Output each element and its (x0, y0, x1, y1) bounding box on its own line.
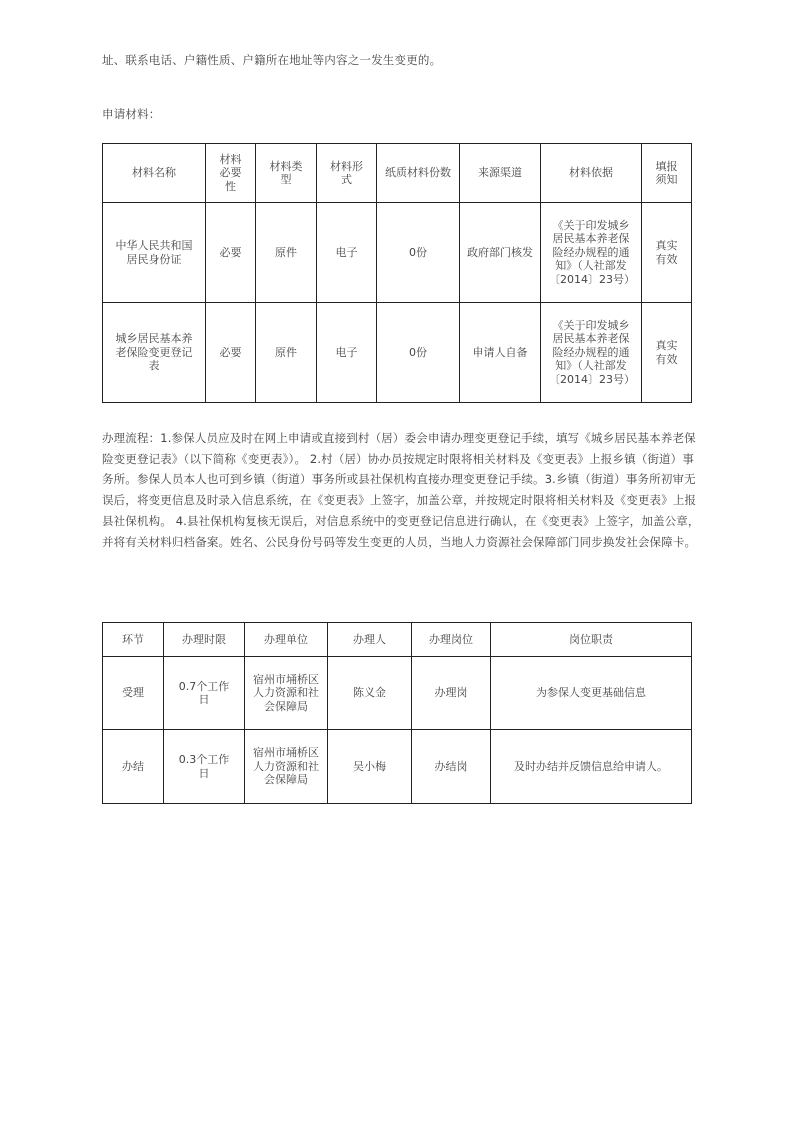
header-material-name: 材料名称 (103, 144, 206, 203)
unit: 宿州市埇桥区人力资源和社会保障局 (245, 730, 328, 804)
process-table (102, 622, 692, 804)
material-source: 政府部门核发 (460, 203, 541, 303)
material-type: 原件 (256, 203, 317, 303)
table-row (103, 203, 692, 303)
post: 办理岗 (412, 657, 491, 730)
header-duty: 岗位职责 (491, 623, 692, 657)
intro-line: 址、联系电话、户籍性质、户籍所在地址等内容之一发生变更的。 (102, 53, 442, 67)
material-notes: 真实有效 (642, 303, 692, 403)
header-necessity: 材料必要性 (206, 144, 256, 203)
material-name: 城乡居民基本养老保险变更登记表 (103, 303, 206, 403)
duty: 为参保人变更基础信息 (491, 657, 692, 730)
header-notes: 填报须知 (642, 144, 692, 203)
header-post: 办理岗位 (412, 623, 491, 657)
duty: 及时办结并反馈信息给申请人。 (491, 730, 692, 804)
materials-header-row (103, 144, 692, 203)
table-row (103, 657, 692, 730)
table-row (103, 303, 692, 403)
stage: 办结 (103, 730, 164, 804)
material-form: 电子 (317, 203, 377, 303)
materials-label: 申请材料： (102, 107, 161, 121)
material-basis: 《关于印发城乡居民基本养老保险经办规程的通知》（人社部发〔2014〕23号） (541, 303, 642, 403)
header-time-limit: 办理时限 (164, 623, 245, 657)
header-source: 来源渠道 (460, 144, 541, 203)
post: 办结岗 (412, 730, 491, 804)
header-stage: 环节 (103, 623, 164, 657)
time-limit: 0.7个工作日 (164, 657, 245, 730)
header-paper-copies: 纸质材料份数 (377, 144, 460, 203)
material-source: 申请人自备 (460, 303, 541, 403)
header-material-type: 材料类型 (256, 144, 317, 203)
time-limit: 0.3个工作日 (164, 730, 245, 804)
materials-table (102, 143, 692, 403)
material-basis: 《关于印发城乡居民基本养老保险经办规程的通知》（人社部发〔2014〕23号） (541, 203, 642, 303)
header-unit: 办理单位 (245, 623, 328, 657)
material-name: 中华人民共和国居民身份证 (103, 203, 206, 303)
paper-copies: 0份 (377, 203, 460, 303)
header-material-form: 材料形式 (317, 144, 377, 203)
unit: 宿州市埇桥区人力资源和社会保障局 (245, 657, 328, 730)
material-notes: 真实有效 (642, 203, 692, 303)
handler: 吴小梅 (328, 730, 412, 804)
handler: 陈义金 (328, 657, 412, 730)
header-handler: 办理人 (328, 623, 412, 657)
stage: 受理 (103, 657, 164, 730)
material-necessity: 必要 (206, 203, 256, 303)
header-basis: 材料依据 (541, 144, 642, 203)
process-header-row (103, 623, 692, 657)
table-row (103, 730, 692, 804)
material-form: 电子 (317, 303, 377, 403)
material-type: 原件 (256, 303, 317, 403)
process-description: 办理流程：1.参保人员应及时在网上申请或直接到村（居）委会申请办理变更登记手续，填写《城乡居民基本养老保险变更登记表》（以下简称《变更表》）。 2.村（居）协办员按规定时限将相关材料及《变更表》上报乡镇（街道）事务所。参保人员本人也可到乡镇（街道）事务所或县社保机构直接办理变更登记手续。3.乡镇（街道）事务所初审无误后，将变更信息及时录入信息系统，在《变更表》上签字，加盖公章，并按规定时限将相关材料及《变更表》上报县社保机构。 4.县社保机构复核无误后，对信息系统中的变更登记信息进行确认，在《变更表》上签字，加盖公章，并将有关材料归档备案。姓名、公民身份号码等发生变更的人员，当地人力资源社会保障部门同步换发社会保障卡。 (102, 431, 700, 549)
material-necessity: 必要 (206, 303, 256, 403)
paper-copies: 0份 (377, 303, 460, 403)
